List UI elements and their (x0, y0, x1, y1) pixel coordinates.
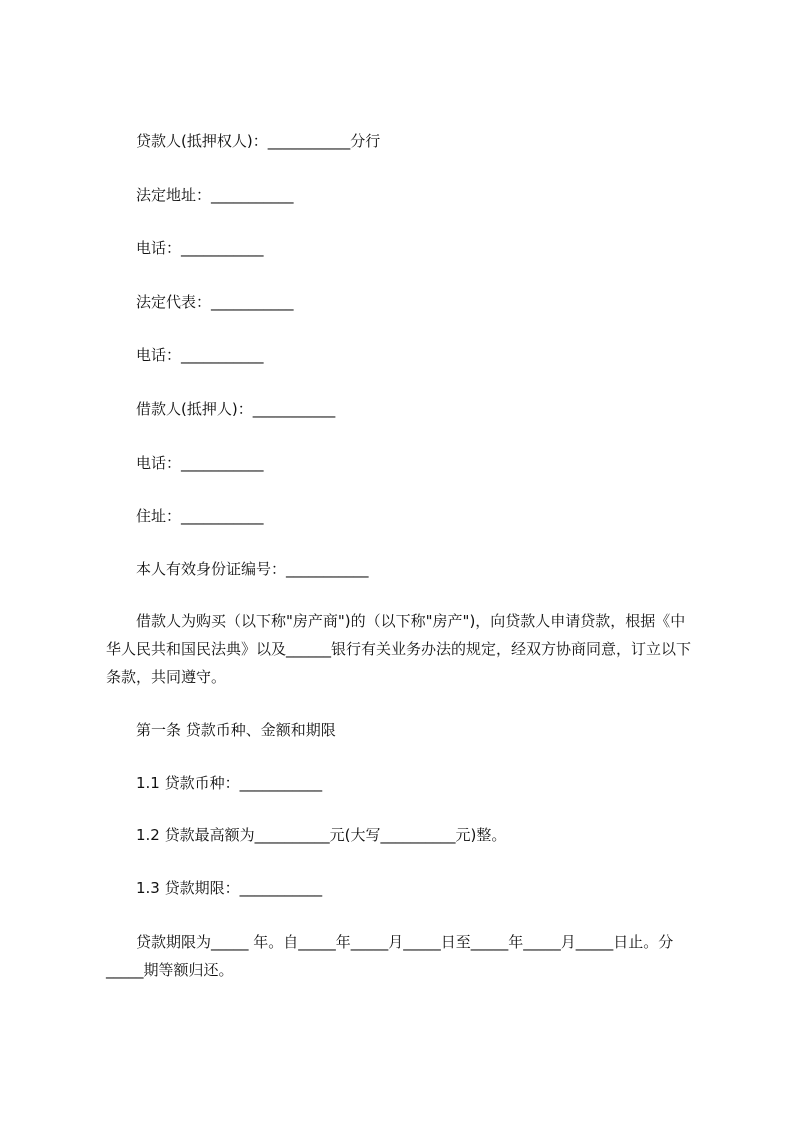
article-1-heading: 第一条 贷款币种、金额和期限 (136, 721, 336, 739)
term-paragraph (106, 928, 696, 984)
representative-phone-line: 电话：___________ (136, 346, 264, 364)
borrower-address-line: 住址：___________ (136, 507, 264, 525)
lender-phone-line: 电话：___________ (136, 239, 264, 257)
intro-paragraph-text: 借款人为购买（以下称"房产商")的（以下称"房产")，向贷款人申请贷款，根据《中华人民共和国民法典》以及______银行有关业务办法的规定，经双方协商同意，订立以下条款，共同遵守。 (106, 612, 692, 686)
borrower-phone-line: 电话：___________ (136, 454, 264, 472)
article-1-1-currency: 1.1 贷款币种：___________ (136, 774, 323, 792)
lender-line: 贷款人(抵押权人)：___________分行 (136, 132, 381, 150)
article-1-3-term: 1.3 贷款期限：___________ (136, 879, 323, 897)
intro-paragraph (106, 607, 696, 691)
article-1-2-amount: 1.2 贷款最高额为__________元(大写__________元)整。 (136, 826, 507, 844)
term-paragraph-text: 贷款期限为_____ 年。自_____年_____月_____日至_____年_____月_____日止。分_____期等额归还。 (106, 933, 674, 979)
borrower-line: 借款人(抵押人)：___________ (136, 400, 336, 418)
legal-representative-line: 法定代表：___________ (136, 293, 294, 311)
id-number-line: 本人有效身份证编号：___________ (136, 560, 369, 578)
legal-address-line: 法定地址：___________ (136, 186, 294, 204)
